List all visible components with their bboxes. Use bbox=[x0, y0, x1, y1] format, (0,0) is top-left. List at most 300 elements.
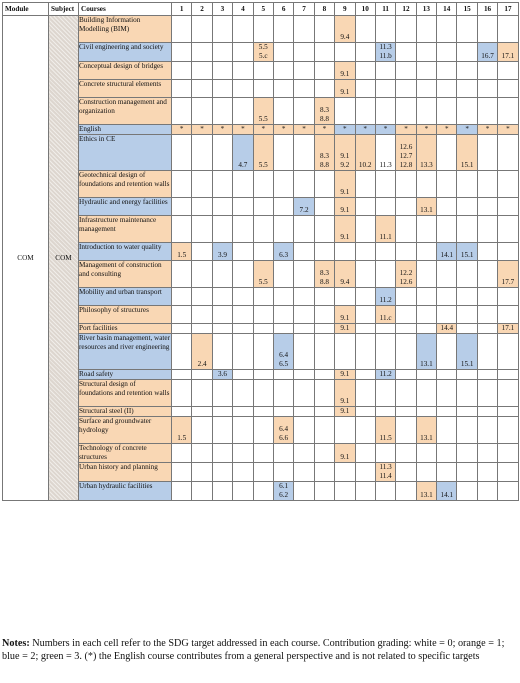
sdg-cell-2 bbox=[192, 306, 212, 324]
sdg-cell-2 bbox=[192, 288, 212, 306]
sdg-cell-1 bbox=[172, 43, 192, 62]
course-name: Civil engineering and society bbox=[79, 43, 172, 62]
sdg-target: 11.3 bbox=[379, 161, 392, 169]
sdg-cell-10 bbox=[355, 125, 375, 135]
sdg-cell-15 bbox=[457, 463, 477, 482]
sdg-cell-9 bbox=[335, 463, 355, 482]
course-name: River basin management, water resources and river engineering bbox=[79, 334, 172, 370]
sdg-target: 9.1 bbox=[340, 397, 350, 405]
header-sdg-15: 15 bbox=[457, 3, 477, 16]
sdg-cell-15 bbox=[457, 370, 477, 380]
sdg-target: * bbox=[200, 125, 204, 133]
sdg-target: 8.8 bbox=[319, 161, 329, 169]
sdg-cell-8 bbox=[314, 288, 334, 306]
sdg-cell-12 bbox=[396, 125, 416, 135]
sdg-cell-11 bbox=[375, 135, 395, 171]
sdg-cell-16 bbox=[477, 482, 497, 501]
sdg-cell-7 bbox=[294, 407, 314, 417]
course-name: Infrastructure maintenance management bbox=[79, 216, 172, 243]
sdg-cell-2 bbox=[192, 198, 212, 216]
sdg-cell-7 bbox=[294, 198, 314, 216]
table-row bbox=[3, 216, 519, 243]
sdg-cell-11 bbox=[375, 16, 395, 43]
sdg-cell-6 bbox=[273, 334, 293, 370]
sdg-cell-1 bbox=[172, 16, 192, 43]
header-sdg-6: 6 bbox=[273, 3, 293, 16]
sdg-cell-8 bbox=[314, 16, 334, 43]
sdg-cell-4 bbox=[233, 407, 253, 417]
sdg-cell-15 bbox=[457, 80, 477, 98]
header-row bbox=[3, 3, 519, 16]
sdg-cell-9 bbox=[335, 243, 355, 261]
course-name: Surface and groundwater hydrology bbox=[79, 417, 172, 444]
sdg-cell-15 bbox=[457, 417, 477, 444]
sdg-cell-11 bbox=[375, 216, 395, 243]
sdg-cell-5 bbox=[253, 171, 273, 198]
sdg-cell-6 bbox=[273, 407, 293, 417]
sdg-cell-5 bbox=[253, 444, 273, 463]
sdg-target: * bbox=[404, 125, 408, 133]
sdg-target: 8.3 bbox=[319, 106, 329, 114]
sdg-target: 9.1 bbox=[340, 233, 350, 241]
sdg-cell-3 bbox=[212, 417, 232, 444]
sdg-cell-12 bbox=[396, 380, 416, 407]
sdg-cell-17 bbox=[498, 288, 518, 306]
sdg-target: * bbox=[281, 125, 286, 133]
sdg-cell-9 bbox=[335, 407, 355, 417]
sdg-cell-11 bbox=[375, 380, 395, 407]
sdg-target: 6.4 bbox=[279, 425, 289, 433]
sdg-cell-14 bbox=[437, 198, 457, 216]
sdg-cell-10 bbox=[355, 324, 375, 334]
table-row bbox=[3, 171, 519, 198]
sdg-cell-16 bbox=[477, 62, 497, 80]
sdg-target: 5.5 bbox=[258, 161, 268, 169]
sdg-target: * bbox=[363, 125, 367, 133]
sdg-cell-6 bbox=[273, 216, 293, 243]
sdg-target: 3.6 bbox=[217, 370, 227, 378]
sdg-cell-14 bbox=[437, 463, 457, 482]
sdg-cell-3 bbox=[212, 380, 232, 407]
sdg-cell-17 bbox=[498, 62, 518, 80]
sdg-cell-11 bbox=[375, 444, 395, 463]
sdg-cell-9 bbox=[335, 261, 355, 288]
sdg-cell-2 bbox=[192, 243, 212, 261]
sdg-cell-6 bbox=[273, 380, 293, 407]
table-row bbox=[3, 444, 519, 463]
sdg-cell-10 bbox=[355, 334, 375, 370]
sdg-cell-2 bbox=[192, 135, 212, 171]
sdg-cell-16 bbox=[477, 125, 497, 135]
sdg-cell-3 bbox=[212, 62, 232, 80]
course-name: Construction management and organization bbox=[79, 98, 172, 125]
sdg-cell-12 bbox=[396, 407, 416, 417]
sdg-cell-9 bbox=[335, 216, 355, 243]
sdg-cell-12 bbox=[396, 324, 416, 334]
sdg-cell-2 bbox=[192, 380, 212, 407]
sdg-cell-11 bbox=[375, 198, 395, 216]
sdg-target: 9.4 bbox=[340, 33, 350, 41]
sdg-cell-9 bbox=[335, 417, 355, 444]
sdg-target: 9.1 bbox=[340, 152, 350, 160]
sdg-cell-8 bbox=[314, 417, 334, 444]
sdg-cell-1 bbox=[172, 80, 192, 98]
sdg-target: 6.6 bbox=[279, 434, 289, 442]
sdg-cell-5 bbox=[253, 306, 273, 324]
sdg-cell-4 bbox=[233, 288, 253, 306]
sdg-cell-17 bbox=[498, 198, 518, 216]
sdg-cell-10 bbox=[355, 243, 375, 261]
sdg-cell-2 bbox=[192, 324, 212, 334]
sdg-cell-6 bbox=[273, 463, 293, 482]
sdg-cell-15 bbox=[457, 261, 477, 288]
sdg-target: 9.1 bbox=[340, 453, 350, 461]
sdg-target: 11.2 bbox=[379, 370, 392, 378]
course-name: Ethics in CE bbox=[79, 135, 172, 171]
sdg-cell-10 bbox=[355, 261, 375, 288]
sdg-cell-16 bbox=[477, 370, 497, 380]
sdg-cell-16 bbox=[477, 463, 497, 482]
sdg-target: 9.1 bbox=[340, 407, 350, 415]
sdg-cell-1 bbox=[172, 444, 192, 463]
sdg-cell-2 bbox=[192, 80, 212, 98]
course-name: Introduction to water quality bbox=[79, 243, 172, 261]
sdg-target: 13.1 bbox=[420, 434, 433, 442]
header-sdg-1: 1 bbox=[172, 3, 192, 16]
sdg-target: 16.7 bbox=[481, 52, 494, 60]
sdg-cell-6 bbox=[273, 80, 293, 98]
sdg-cell-13 bbox=[416, 135, 436, 171]
sdg-cell-1 bbox=[172, 288, 192, 306]
sdg-cell-1 bbox=[172, 324, 192, 334]
course-name: Port facilities bbox=[79, 324, 172, 334]
sdg-cell-1 bbox=[172, 62, 192, 80]
sdg-target: * bbox=[383, 125, 388, 133]
sdg-cell-13 bbox=[416, 198, 436, 216]
sdg-cell-16 bbox=[477, 171, 497, 198]
sdg-cell-8 bbox=[314, 261, 334, 288]
sdg-cell-16 bbox=[477, 380, 497, 407]
sdg-target: 13.1 bbox=[420, 360, 433, 368]
sdg-cell-14 bbox=[437, 171, 457, 198]
header-sdg-9: 9 bbox=[335, 3, 355, 16]
sdg-cell-14 bbox=[437, 417, 457, 444]
sdg-cell-3 bbox=[212, 334, 232, 370]
course-name: Geotechnical design of foundations and retention walls bbox=[79, 171, 172, 198]
table-body bbox=[3, 16, 519, 501]
sdg-target: 15.1 bbox=[460, 360, 474, 368]
sdg-cell-1 bbox=[172, 216, 192, 243]
sdg-cell-13 bbox=[416, 370, 436, 380]
sdg-target: * bbox=[220, 125, 225, 133]
sdg-cell-5 bbox=[253, 62, 273, 80]
sdg-cell-9 bbox=[335, 98, 355, 125]
header-sdg-2: 2 bbox=[192, 3, 212, 16]
sdg-target: * bbox=[322, 125, 327, 133]
sdg-cell-2 bbox=[192, 482, 212, 501]
sdg-cell-1 bbox=[172, 135, 192, 171]
sdg-cell-15 bbox=[457, 198, 477, 216]
sdg-cell-2 bbox=[192, 43, 212, 62]
sdg-cell-3 bbox=[212, 370, 232, 380]
sdg-target: 9.1 bbox=[340, 324, 350, 332]
sdg-cell-6 bbox=[273, 171, 293, 198]
header-sdg-10: 10 bbox=[355, 3, 375, 16]
table-row bbox=[3, 417, 519, 444]
sdg-target: 11.4 bbox=[379, 472, 392, 480]
sdg-cell-13 bbox=[416, 407, 436, 417]
table-row bbox=[3, 380, 519, 407]
sdg-cell-11 bbox=[375, 171, 395, 198]
sdg-cell-16 bbox=[477, 135, 497, 171]
sdg-cell-11 bbox=[375, 334, 395, 370]
sdg-cell-13 bbox=[416, 334, 436, 370]
table-row bbox=[3, 370, 519, 380]
sdg-target: 6.3 bbox=[279, 251, 289, 259]
sdg-cell-7 bbox=[294, 463, 314, 482]
sdg-cell-3 bbox=[212, 261, 232, 288]
sdg-cell-12 bbox=[396, 417, 416, 444]
course-name: Hydraulic and energy facilities bbox=[79, 198, 172, 216]
sdg-cell-5 bbox=[253, 370, 273, 380]
sdg-cell-12 bbox=[396, 16, 416, 43]
sdg-cell-10 bbox=[355, 198, 375, 216]
sdg-cell-5 bbox=[253, 98, 273, 125]
sdg-cell-15 bbox=[457, 482, 477, 501]
sdg-cell-9 bbox=[335, 125, 355, 135]
sdg-cell-12 bbox=[396, 370, 416, 380]
header-sdg-7: 7 bbox=[294, 3, 314, 16]
sdg-cell-15 bbox=[457, 306, 477, 324]
sdg-target: 12.7 bbox=[399, 152, 413, 160]
sdg-cell-10 bbox=[355, 463, 375, 482]
sdg-cell-13 bbox=[416, 482, 436, 501]
sdg-cell-11 bbox=[375, 98, 395, 125]
sdg-cell-16 bbox=[477, 334, 497, 370]
sdg-cell-15 bbox=[457, 288, 477, 306]
sdg-target: 8.8 bbox=[319, 115, 329, 123]
sdg-cell-14 bbox=[437, 43, 457, 62]
sdg-cell-16 bbox=[477, 288, 497, 306]
sdg-cell-8 bbox=[314, 135, 334, 171]
sdg-target: 1.5 bbox=[177, 434, 187, 442]
sdg-target: 6.5 bbox=[279, 360, 289, 368]
sdg-cell-16 bbox=[477, 16, 497, 43]
sdg-cell-11 bbox=[375, 62, 395, 80]
sdg-cell-3 bbox=[212, 135, 232, 171]
sdg-cell-8 bbox=[314, 306, 334, 324]
sdg-cell-1 bbox=[172, 370, 192, 380]
sdg-cell-17 bbox=[498, 243, 518, 261]
sdg-cell-16 bbox=[477, 444, 497, 463]
table-row bbox=[3, 125, 519, 135]
sdg-cell-11 bbox=[375, 306, 395, 324]
sdg-target: 4.7 bbox=[238, 161, 248, 169]
sdg-cell-14 bbox=[437, 261, 457, 288]
sdg-cell-17 bbox=[498, 135, 518, 171]
sdg-cell-4 bbox=[233, 444, 253, 463]
sdg-cell-16 bbox=[477, 417, 497, 444]
table-row bbox=[3, 261, 519, 288]
sdg-cell-13 bbox=[416, 417, 436, 444]
sdg-cell-7 bbox=[294, 171, 314, 198]
sdg-cell-8 bbox=[314, 463, 334, 482]
sdg-cell-9 bbox=[335, 482, 355, 501]
sdg-target: 3.9 bbox=[217, 251, 227, 259]
sdg-cell-10 bbox=[355, 43, 375, 62]
sdg-cell-15 bbox=[457, 324, 477, 334]
table-row bbox=[3, 482, 519, 501]
sdg-cell-12 bbox=[396, 135, 416, 171]
sdg-cell-2 bbox=[192, 171, 212, 198]
sdg-cell-6 bbox=[273, 370, 293, 380]
sdg-cell-12 bbox=[396, 306, 416, 324]
sdg-cell-6 bbox=[273, 417, 293, 444]
sdg-target: 11.c bbox=[379, 314, 392, 322]
sdg-cell-15 bbox=[457, 98, 477, 125]
sdg-cell-4 bbox=[233, 334, 253, 370]
sdg-cell-5 bbox=[253, 380, 273, 407]
table-row bbox=[3, 407, 519, 417]
sdg-cell-12 bbox=[396, 43, 416, 62]
sdg-cell-7 bbox=[294, 324, 314, 334]
sdg-cell-10 bbox=[355, 482, 375, 501]
sdg-cell-1 bbox=[172, 125, 192, 135]
sdg-cell-7 bbox=[294, 43, 314, 62]
sdg-cell-13 bbox=[416, 261, 436, 288]
sdg-cell-17 bbox=[498, 370, 518, 380]
sdg-cell-9 bbox=[335, 306, 355, 324]
sdg-cell-2 bbox=[192, 125, 212, 135]
sdg-cell-11 bbox=[375, 407, 395, 417]
sdg-cell-4 bbox=[233, 62, 253, 80]
sdg-cell-2 bbox=[192, 98, 212, 125]
sdg-target: 6.4 bbox=[279, 351, 289, 359]
sdg-cell-16 bbox=[477, 306, 497, 324]
sdg-target: 14.4 bbox=[440, 324, 454, 332]
sdg-target: 9.1 bbox=[340, 188, 350, 196]
sdg-cell-16 bbox=[477, 407, 497, 417]
course-name: Concrete structural elements bbox=[79, 80, 172, 98]
sdg-cell-14 bbox=[437, 125, 457, 135]
sdg-cell-17 bbox=[498, 334, 518, 370]
table-row bbox=[3, 243, 519, 261]
sdg-cell-4 bbox=[233, 324, 253, 334]
sdg-target: 12.6 bbox=[399, 278, 413, 286]
sdg-cell-3 bbox=[212, 98, 232, 125]
sdg-cell-8 bbox=[314, 407, 334, 417]
sdg-cell-10 bbox=[355, 135, 375, 171]
sdg-cell-13 bbox=[416, 62, 436, 80]
sdg-cell-8 bbox=[314, 482, 334, 501]
sdg-cell-16 bbox=[477, 324, 497, 334]
sdg-cell-7 bbox=[294, 288, 314, 306]
sdg-cell-7 bbox=[294, 16, 314, 43]
course-name: Conceptual design of bridges bbox=[79, 62, 172, 80]
sdg-cell-4 bbox=[233, 216, 253, 243]
sdg-cell-6 bbox=[273, 135, 293, 171]
sdg-cell-14 bbox=[437, 98, 457, 125]
sdg-cell-4 bbox=[233, 80, 253, 98]
notes bbox=[2, 637, 516, 663]
sdg-cell-5 bbox=[253, 288, 273, 306]
sdg-cell-14 bbox=[437, 444, 457, 463]
sdg-target: 6.2 bbox=[279, 491, 289, 499]
sdg-target: 5.5 bbox=[258, 43, 268, 51]
sdg-target: 5.5 bbox=[258, 115, 268, 123]
sdg-cell-14 bbox=[437, 243, 457, 261]
sdg-cell-17 bbox=[498, 407, 518, 417]
sdg-cell-6 bbox=[273, 43, 293, 62]
sdg-cell-7 bbox=[294, 417, 314, 444]
sdg-cell-5 bbox=[253, 463, 273, 482]
sdg-cell-14 bbox=[437, 80, 457, 98]
sdg-target: 9.2 bbox=[340, 161, 350, 169]
sdg-target: * bbox=[424, 125, 429, 133]
sdg-cell-8 bbox=[314, 80, 334, 98]
sdg-cell-4 bbox=[233, 98, 253, 125]
sdg-cell-9 bbox=[335, 324, 355, 334]
sdg-target: 17.1 bbox=[501, 52, 515, 60]
sdg-cell-5 bbox=[253, 198, 273, 216]
sdg-target: * bbox=[343, 125, 347, 133]
sdg-cell-14 bbox=[437, 324, 457, 334]
sdg-cell-2 bbox=[192, 334, 212, 370]
sdg-cell-16 bbox=[477, 216, 497, 243]
sdg-cell-5 bbox=[253, 334, 273, 370]
sdg-cell-10 bbox=[355, 370, 375, 380]
sdg-cell-3 bbox=[212, 125, 232, 135]
sdg-cell-9 bbox=[335, 288, 355, 306]
sdg-target: 5.c bbox=[258, 52, 268, 60]
sdg-cell-11 bbox=[375, 80, 395, 98]
table-row bbox=[3, 16, 519, 43]
sdg-cell-2 bbox=[192, 216, 212, 243]
course-name: Building Information Modelling (BIM) bbox=[79, 16, 172, 43]
sdg-cell-2 bbox=[192, 444, 212, 463]
sdg-cell-6 bbox=[273, 125, 293, 135]
header-courses: Courses bbox=[79, 3, 172, 16]
table-row bbox=[3, 324, 519, 334]
sdg-cell-8 bbox=[314, 198, 334, 216]
sdg-cell-3 bbox=[212, 482, 232, 501]
sdg-cell-9 bbox=[335, 380, 355, 407]
course-name: English bbox=[79, 125, 172, 135]
sdg-cell-14 bbox=[437, 288, 457, 306]
sdg-cell-1 bbox=[172, 407, 192, 417]
sdg-target: * bbox=[506, 125, 510, 133]
sdg-cell-15 bbox=[457, 380, 477, 407]
sdg-cell-7 bbox=[294, 62, 314, 80]
sdg-cell-5 bbox=[253, 324, 273, 334]
sdg-cell-10 bbox=[355, 16, 375, 43]
sdg-cell-9 bbox=[335, 171, 355, 198]
sdg-target: 10.2 bbox=[358, 161, 372, 169]
sdg-cell-7 bbox=[294, 306, 314, 324]
sdg-cell-10 bbox=[355, 216, 375, 243]
sdg-cell-10 bbox=[355, 444, 375, 463]
sdg-cell-10 bbox=[355, 288, 375, 306]
sdg-cell-13 bbox=[416, 324, 436, 334]
sdg-cell-8 bbox=[314, 380, 334, 407]
sdg-cell-8 bbox=[314, 243, 334, 261]
sdg-cell-3 bbox=[212, 171, 232, 198]
sdg-target: 14.1 bbox=[440, 251, 454, 259]
sdg-target: 13.1 bbox=[420, 491, 433, 499]
sdg-target: 12.2 bbox=[399, 269, 413, 277]
sdg-cell-7 bbox=[294, 135, 314, 171]
sdg-cell-1 bbox=[172, 306, 192, 324]
